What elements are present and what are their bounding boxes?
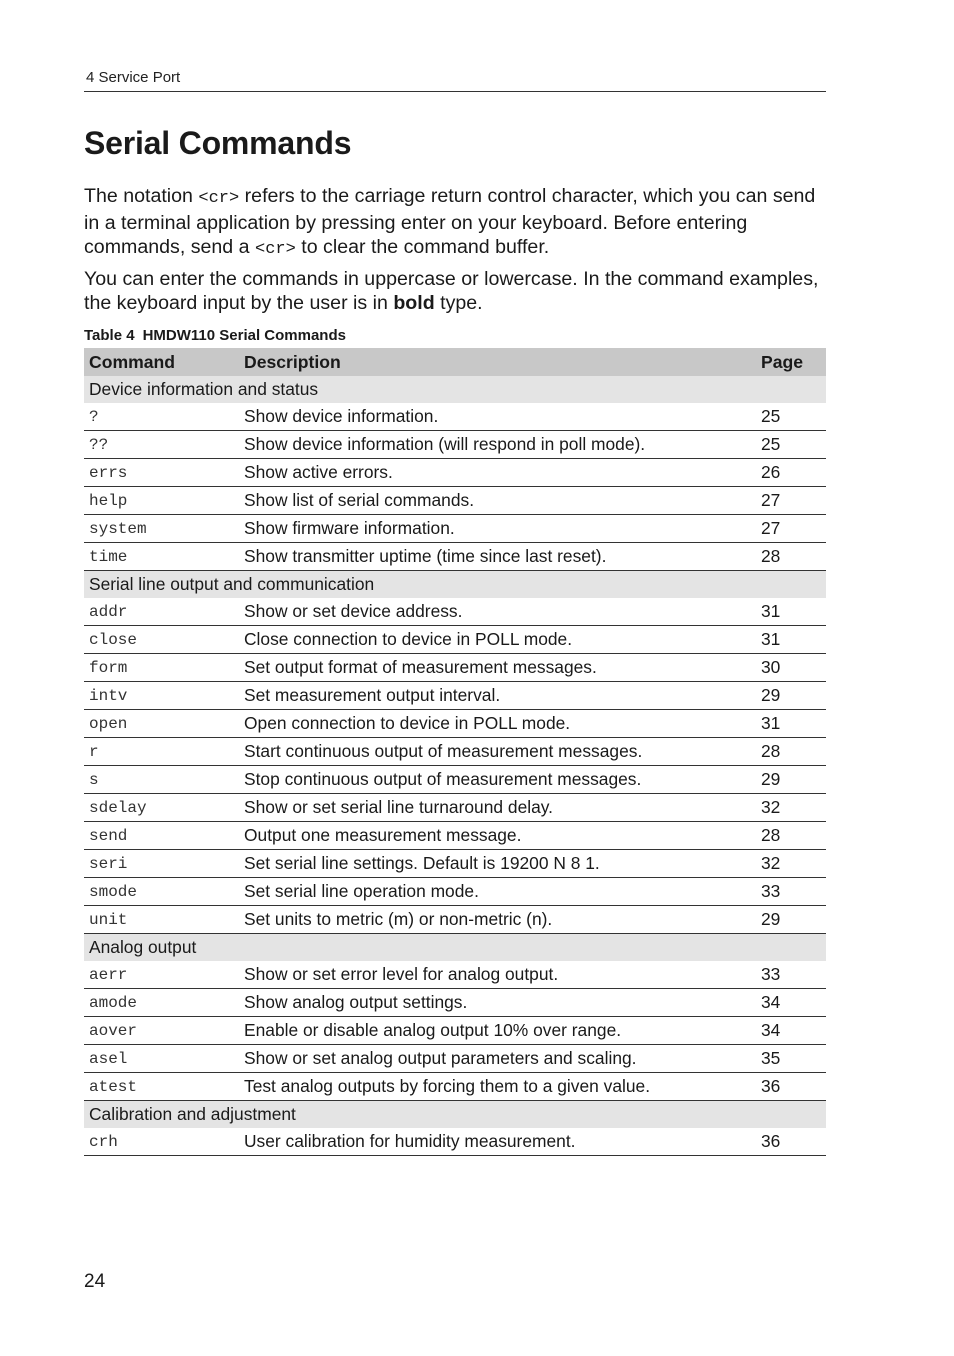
command-cell: sdelay (84, 794, 239, 822)
table-caption (84, 327, 346, 344)
description-cell: Start continuous output of measurement messages. (239, 738, 756, 766)
table-row (84, 515, 826, 543)
column-header-command: Command (84, 348, 239, 376)
table-row (84, 738, 826, 766)
table-row (84, 989, 826, 1017)
page-cell: 29 (756, 682, 826, 710)
page-title: Serial Commands (84, 125, 352, 161)
table-row (84, 710, 826, 738)
table-caption-title: HMDW110 Serial Commands (142, 327, 346, 344)
table-row (84, 1128, 826, 1156)
command-cell: aerr (84, 961, 239, 989)
description-cell: User calibration for humidity measurement. (239, 1128, 756, 1156)
table-group-row (84, 376, 826, 403)
table-row (84, 906, 826, 934)
group-label: Analog output (84, 934, 826, 962)
table-row (84, 543, 826, 571)
page-cell: 28 (756, 543, 826, 571)
command-cell: smode (84, 878, 239, 906)
page-cell: 36 (756, 1128, 826, 1156)
table-group-row (84, 571, 826, 599)
intro-text: to clear the command buffer. (295, 236, 550, 258)
command-cell: close (84, 626, 239, 654)
table-row (84, 626, 826, 654)
table-caption-label: Table 4 (84, 327, 135, 344)
table-row (84, 878, 826, 906)
command-cell: s (84, 766, 239, 794)
description-cell: Show list of serial commands. (239, 487, 756, 515)
cr-code: <cr> (255, 240, 296, 259)
description-cell: Show or set analog output parameters and scaling. (239, 1045, 756, 1073)
table-row (84, 1017, 826, 1045)
table-row (84, 487, 826, 515)
intro-text: You can enter the commands in uppercase or lowercase. In the command examples, the keyboard input by the user is in (84, 268, 819, 314)
intro-text: refers to the carriage return control character, which you can send in a terminal application by pressing enter on your keyboard. Before entering commands, send a (84, 185, 816, 258)
command-cell: asel (84, 1045, 239, 1073)
page-cell: 29 (756, 766, 826, 794)
header-rule (84, 91, 826, 92)
bold-word: bold (393, 292, 435, 314)
table-row (84, 654, 826, 682)
command-cell: seri (84, 850, 239, 878)
intro-paragraph-1 (84, 184, 826, 262)
description-cell: Test analog outputs by forcing them to a given value. (239, 1073, 756, 1101)
group-label: Serial line output and communication (84, 571, 826, 599)
command-cell: errs (84, 459, 239, 487)
serial-commands-table (84, 348, 826, 1156)
table-row (84, 850, 826, 878)
command-cell: ?? (84, 431, 239, 459)
intro-paragraph-2 (84, 267, 826, 315)
page-cell: 33 (756, 961, 826, 989)
description-cell: Show transmitter uptime (time since last reset). (239, 543, 756, 571)
table-row (84, 961, 826, 989)
page-cell: 32 (756, 794, 826, 822)
description-cell: Set measurement output interval. (239, 682, 756, 710)
table-group-row (84, 1101, 826, 1129)
intro-text: The notation (84, 185, 199, 207)
description-cell: Show or set error level for analog output. (239, 961, 756, 989)
table-header-row (84, 348, 826, 376)
description-cell: Close connection to device in POLL mode. (239, 626, 756, 654)
command-cell: amode (84, 989, 239, 1017)
page-cell: 36 (756, 1073, 826, 1101)
page-cell: 33 (756, 878, 826, 906)
table-row (84, 766, 826, 794)
description-cell: Set units to metric (m) or non-metric (n). (239, 906, 756, 934)
cr-code: <cr> (198, 189, 240, 208)
table-row (84, 403, 826, 431)
command-cell: addr (84, 598, 239, 626)
intro-text: type. (434, 292, 483, 314)
page-cell: 35 (756, 1045, 826, 1073)
command-cell: aover (84, 1017, 239, 1045)
description-cell: Show device information (will respond in poll mode). (239, 431, 756, 459)
description-cell: Stop continuous output of measurement messages. (239, 766, 756, 794)
command-cell: system (84, 515, 239, 543)
column-header-description: Description (239, 348, 756, 376)
command-cell: crh (84, 1128, 239, 1156)
table-row (84, 822, 826, 850)
page-cell: 31 (756, 710, 826, 738)
page-cell: 27 (756, 487, 826, 515)
page-cell: 34 (756, 989, 826, 1017)
page-cell: 25 (756, 403, 826, 431)
page-cell: 34 (756, 1017, 826, 1045)
group-label: Calibration and adjustment (84, 1101, 826, 1129)
command-cell: atest (84, 1073, 239, 1101)
description-cell: Show active errors. (239, 459, 756, 487)
description-cell: Open connection to device in POLL mode. (239, 710, 756, 738)
command-cell: form (84, 654, 239, 682)
description-cell: Show analog output settings. (239, 989, 756, 1017)
page-cell: 29 (756, 906, 826, 934)
page-cell: 27 (756, 515, 826, 543)
description-cell: Set serial line settings. Default is 19200 N 8 1. (239, 850, 756, 878)
description-cell: Enable or disable analog output 10% over range. (239, 1017, 756, 1045)
command-cell: send (84, 822, 239, 850)
table-row (84, 682, 826, 710)
table-row (84, 1045, 826, 1073)
page-cell: 31 (756, 626, 826, 654)
group-label: Device information and status (84, 376, 826, 403)
table-group-row (84, 934, 826, 962)
description-cell: Show or set device address. (239, 598, 756, 626)
command-cell: intv (84, 682, 239, 710)
command-cell: help (84, 487, 239, 515)
command-cell: open (84, 710, 239, 738)
column-header-page: Page (756, 348, 826, 376)
page-cell: 31 (756, 598, 826, 626)
table-row (84, 431, 826, 459)
command-cell: r (84, 738, 239, 766)
page-cell: 32 (756, 850, 826, 878)
description-cell: Show device information. (239, 403, 756, 431)
command-cell: unit (84, 906, 239, 934)
page-cell: 26 (756, 459, 826, 487)
page-cell: 30 (756, 654, 826, 682)
description-cell: Set output format of measurement messages. (239, 654, 756, 682)
running-header: 4 Service Port (86, 69, 181, 86)
description-cell: Set serial line operation mode. (239, 878, 756, 906)
page-cell: 28 (756, 822, 826, 850)
command-cell: ? (84, 403, 239, 431)
page-number: 24 (84, 1271, 106, 1292)
table-row (84, 794, 826, 822)
table-body (84, 376, 826, 1156)
description-cell: Show firmware information. (239, 515, 756, 543)
table-row (84, 1073, 826, 1101)
page-cell: 28 (756, 738, 826, 766)
table-row (84, 598, 826, 626)
table-row (84, 459, 826, 487)
page-cell: 25 (756, 431, 826, 459)
description-cell: Show or set serial line turnaround delay. (239, 794, 756, 822)
description-cell: Output one measurement message. (239, 822, 756, 850)
command-cell: time (84, 543, 239, 571)
